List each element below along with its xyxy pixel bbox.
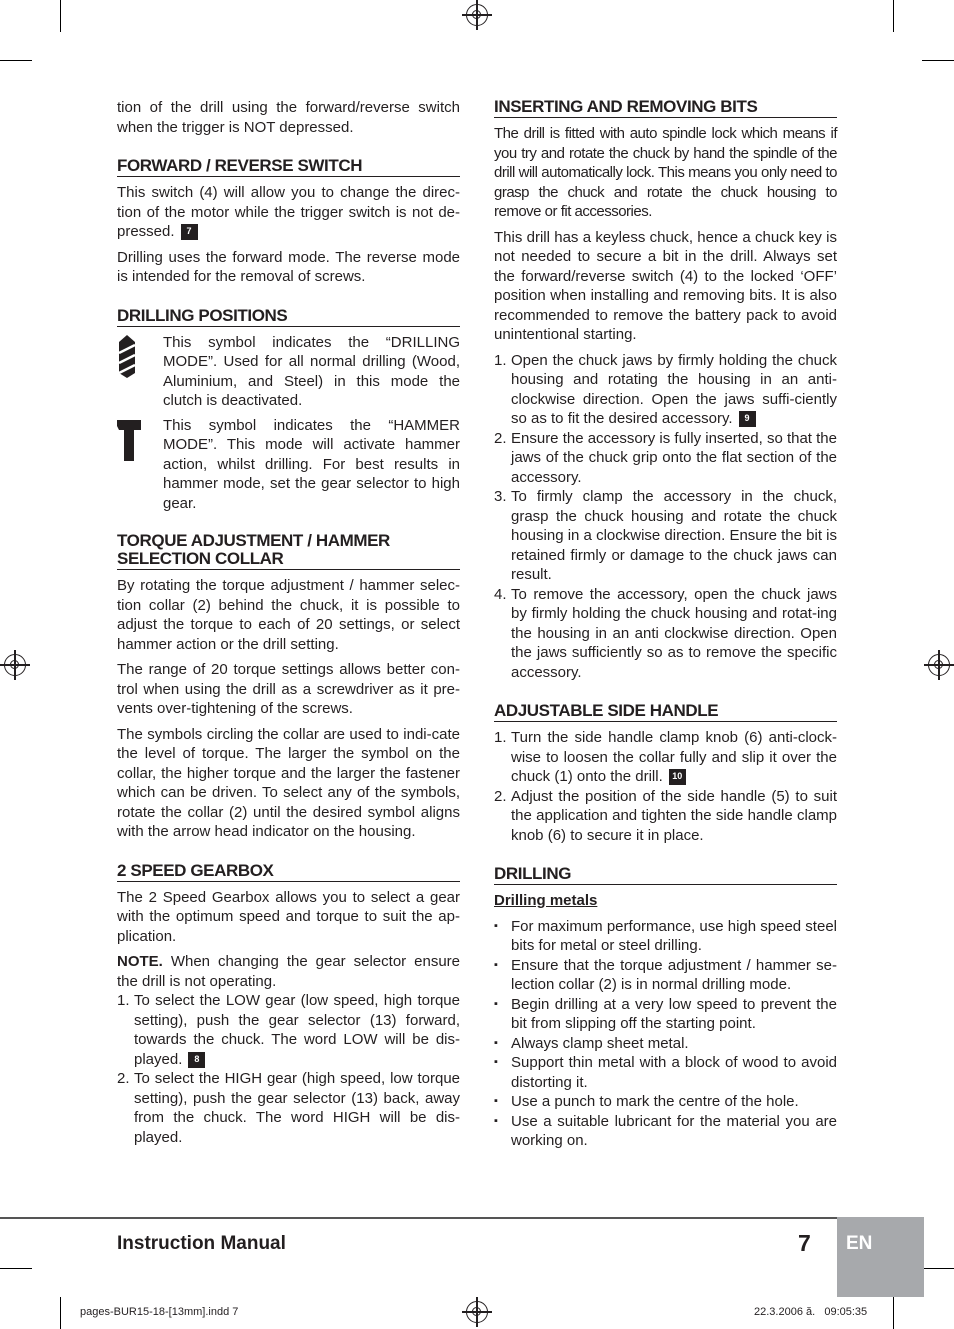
intro-paragraph: tion of the drill using the forward/reverse switch when the trigger is NOT depressed. [117,99,460,136]
drill-mode-row [117,333,460,411]
drilling-metals-bullets [494,917,837,1151]
crop-mark [922,1268,954,1269]
subheading-drilling-metals: Drilling metals [494,892,598,909]
list-item [494,585,837,683]
section-heading-drilling-positions: DRILLING POSITIONS [117,307,460,327]
crop-mark [0,60,32,61]
list-item: ▪ Support thin metal with a block of wood to avoid distorting it. [494,1053,837,1092]
item-number: 1. [494,729,507,746]
heading-line: TORQUE ADJUSTMENT / HAMMER [117,531,390,550]
list-item: ▪ Always clamp sheet metal. [494,1034,837,1054]
section-heading-side-handle: ADJUSTABLE SIDE HANDLE [494,702,837,722]
item-text: Turn the side handle clamp knob (6) anti-clock-wise to loosen the collar fully and slip it over the chuck (1) onto the drill. [511,729,837,785]
item-number: 1. [117,992,130,1009]
list-item: ▪ Ensure that the torque adjustment / hammer se-lection collar (2) is in normal drilling mode. [494,956,837,995]
registration-mark-icon [466,1301,488,1323]
crop-mark [922,60,954,61]
item-number: 1. [494,351,507,369]
figure-badge: 7 [181,224,198,240]
drill-bit-icon [117,333,163,411]
list-item: ▪ For maximum performance, use high speed steel bits for metal or steel drilling. [494,917,837,956]
note-text: When changing the gear selector ensure the drill is not operating. [117,953,460,990]
list-item [494,429,837,488]
language-tab [837,1217,924,1297]
note-paragraph [117,952,460,991]
paragraph: Drilling uses the forward mode. The reverse mode is intended for the removal of screws. [117,248,460,285]
section-heading-forward-reverse: FORWARD / REVERSE SWITCH [117,157,460,177]
list-item: ▪ Use a suitable lubricant for the material you are working on. [494,1112,837,1151]
slug-date: 22.3.2006 ă. 09:05:35 [754,1306,868,1318]
paragraph: The 2 Speed Gearbox allows you to select a gear with the optimum speed and torque to suit the ap-plication. [117,888,460,945]
paragraph: The range of 20 torque settings allows better con-trol when using the drill as a screwdriver as it pre-vents over-tightening of the screws. [117,661,460,717]
crop-mark [60,1297,61,1329]
note-label: NOTE. [117,953,163,970]
heading-line: SELECTION COLLAR [117,549,284,568]
list-item: ▪ Use a punch to mark the centre of the hole. [494,1092,837,1112]
figure-badge: 9 [739,411,756,427]
section-heading-bits: INSERTING AND REMOVING BITS [494,98,837,118]
list-item [117,1069,460,1147]
paragraph [117,183,460,242]
item-text: To select the LOW gear (low speed, high torque setting), push the gear selector (13) forward, towards the chuck. The word LOW will be dis-played. [134,992,460,1068]
left-column [117,98,460,1147]
item-text: To select the HIGH gear (high speed, low torque setting), push the gear selector (13) back, away from the chuck. The word HIGH will be dis-played. [134,1070,460,1146]
section-heading-gearbox: 2 SPEED GEARBOX [117,862,460,882]
item-text: To firmly clamp the accessory in the chuck, grasp the chuck housing and rotate the chuck housing in a clockwise direction. Ensure the bit is retained firmly or damage to the chuck jaws can result. [511,488,838,583]
list-item [494,787,837,846]
paragraph: This drill has a keyless chuck, hence a chuck key is not needed to secure a bit in the drill. Always set the forward/reverse switch (4) to the locked ‘OFF’ position when installing and removing bits. It is also recommended to remove the battery pack to avoid unintentional starting. [494,228,837,343]
item-text: Open the chuck jaws by firmly holding the chuck housing and rotating the housing in an anti-clockwise direction. Open the jaws suffi-ciently so as to fit the desired accessory. [511,351,837,427]
item-number: 2. [494,429,507,447]
section-heading-drilling: DRILLING [494,865,837,885]
paragraph-text: This switch (4) will allow you to change the direc-tion of the motor while the trigger switch is not de-pressed. [117,184,460,240]
figure-badge: 8 [188,1052,205,1068]
paragraph: The symbols circling the collar are used to indi-cate the level of torque. The larger the symbol on the collar, the higher torque and the larger the fastener which can be driven. To select any of the symbols, rotate the collar (2) until the desired symbol aligns with the arrow head indicator on the housing. [117,725,460,840]
figure-badge: 10 [669,769,686,785]
list-item [494,487,837,585]
item-number: 2. [494,787,507,805]
crop-mark [0,1268,32,1269]
item-number: 3. [494,488,507,505]
registration-mark-icon [466,4,488,26]
crop-mark [893,1297,894,1329]
gearbox-steps [117,991,460,1147]
right-column [494,98,837,1151]
item-text: To remove the accessory, open the chuck jaws by firmly holding the chuck housing and rotat-ing the housing in an anti clockwise direction. Open the jaws sufficiently so as to remove the specific accessory. [511,585,837,681]
hammer-icon [117,416,163,514]
drill-mode-text: This symbol indicates the “DRILLING MODE”. Used for all normal drilling (Wood, Aluminium, and Steel) in this mode the clutch is deactivated. [163,333,460,409]
item-number: 4. [494,585,507,603]
list-item: ▪ Begin drilling at a very low speed to prevent the bit from slipping off the starting point. [494,995,837,1034]
section-heading-torque [117,532,460,570]
list-item [117,991,460,1069]
item-text: Adjust the position of the side handle (5) to suit the application and tighten the side handle clamp knob (6) to secure it in place. [511,787,837,844]
registration-mark-icon [928,654,950,676]
footer-rule [0,1217,837,1219]
hammer-mode-text: This symbol indicates the “HAMMER MODE”. This mode will activate hammer action, whilst drilling. For best results in hammer mode, set the gear selector to high gear. [163,416,460,512]
footer-title: Instruction Manual [117,1233,286,1254]
list-item [494,351,837,429]
slug-filename: pages-BUR15-18-[13mm].indd 7 [80,1306,239,1318]
side-handle-steps [494,728,837,845]
item-text: Ensure the accessory is fully inserted, so that the jaws of the chuck grip onto the flat section of the accessory. [511,429,837,486]
list-item [494,728,837,787]
language-label: EN [846,1233,873,1254]
crop-mark [60,0,61,32]
crop-mark [893,0,894,32]
registration-mark-icon [4,654,26,676]
hammer-mode-row [117,416,460,514]
paragraph: By rotating the torque adjustment / hammer selec-tion collar (2) behind the chuck, it is possible to adjust the torque to each of 20 settings, or select hammer action or the drill setting. [117,577,460,653]
item-number: 2. [117,1070,130,1087]
paragraph: The drill is fitted with auto spindle lock which means if you try and rotate the chuck by hand the spindle of the drill will automatically lock. This means you only need to grasp the chuck and rotate the chuck housing to remove or fit accessories. [494,125,837,220]
page-number: 7 [798,1230,811,1256]
bits-steps [494,351,837,683]
